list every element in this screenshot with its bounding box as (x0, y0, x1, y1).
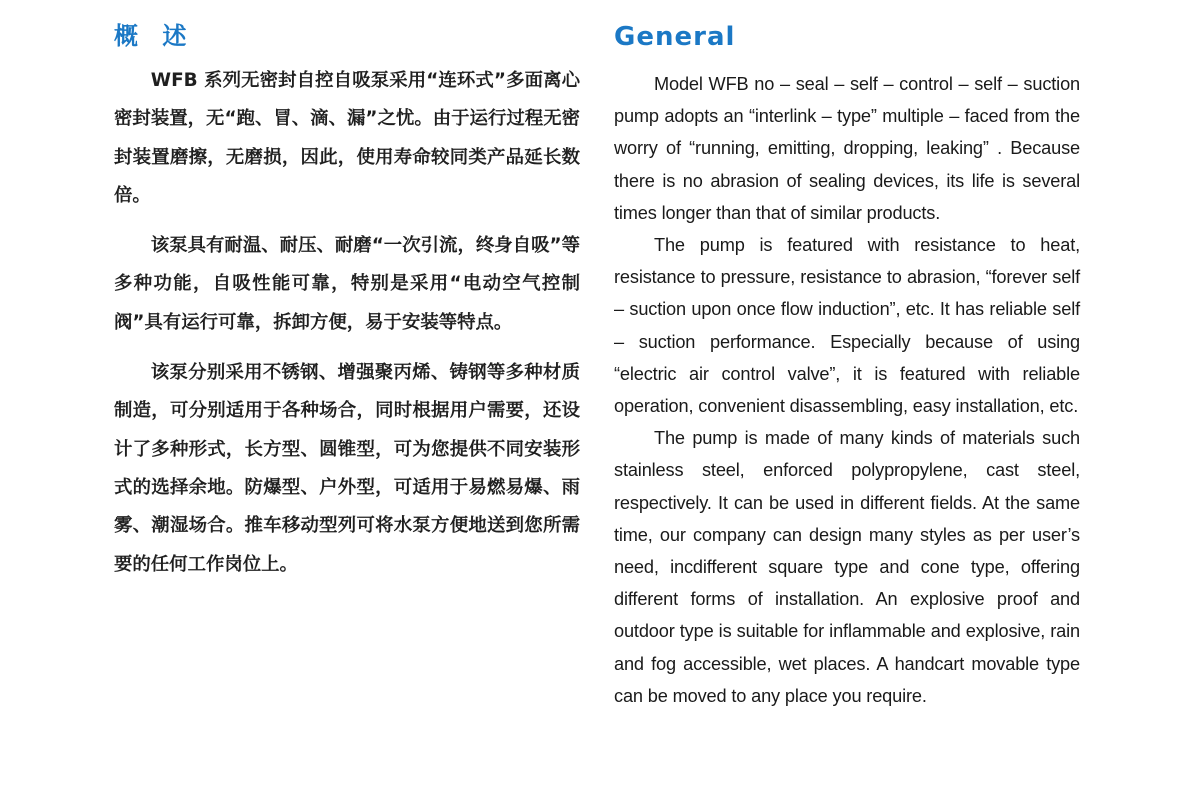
chinese-body (114, 62, 580, 584)
english-heading: General (614, 22, 736, 52)
chinese-paragraph: 该泵具有耐温、耐压、耐磨“一次引流，终身自吸”等多种功能，自吸性能可靠，特别是采用“电动空气控制阀”具有运行可靠，拆卸方便，易于安装等特点。 (114, 235, 580, 333)
chinese-paragraph: 该泵分别采用不锈钢、增强聚丙烯、铸钢等多种材质制造，可分别适用于各种场合，同时根据用户需要，还设计了多种形式，长方型、圆锥型，可为您提供不同安装形式的选择余地。防爆型、户外型，可适用于易燃易爆、雨雾、潮湿场合。推车移动型列可将水泵方便地送到您所需要的任何工作岗位上。 (114, 362, 580, 575)
chinese-heading: 概 述 (114, 22, 195, 50)
english-body (614, 68, 1080, 712)
english-paragraph: The pump is featured with resistance to heat, resistance to pressure, resistance to abrasion, “forever self – suction upon once flow induction”, etc. It has reliable self – suction performance. Especially because of using “electric air control valve”, it is featured with reliable operation, convenient disassembling, easy installation, etc. (614, 235, 1080, 417)
english-paragraph: The pump is made of many kinds of materials such stainless steel, enforced polypropylene, cast steel, respectively. It can be used in different fields. At the same time, our company can design many styles as per user’s need, incdifferent square type and cone type, offering different forms of installation. An explosive proof and outdoor type is suitable for inflammable and explosive, rain and fog accessible, wet places. A handcart movable type can be moved to any place you require. (614, 428, 1080, 706)
chinese-paragraph: WFB 系列无密封自控自吸泵采用“连环式”多面离心密封装置，无“跑、冒、滴、漏”之忧。由于运行过程无密封装置磨擦，无磨损，因此，使用寿命较同类产品延长数倍。 (114, 70, 580, 206)
english-paragraph: Model WFB no – seal – self – control – self – suction pump adopts an “interlink – type” multiple – faced from the worry of “running, emitting, dropping, leaking” . Because there is no abrasion of sealing devices, its life is several times longer than that of similar products. (614, 74, 1080, 223)
